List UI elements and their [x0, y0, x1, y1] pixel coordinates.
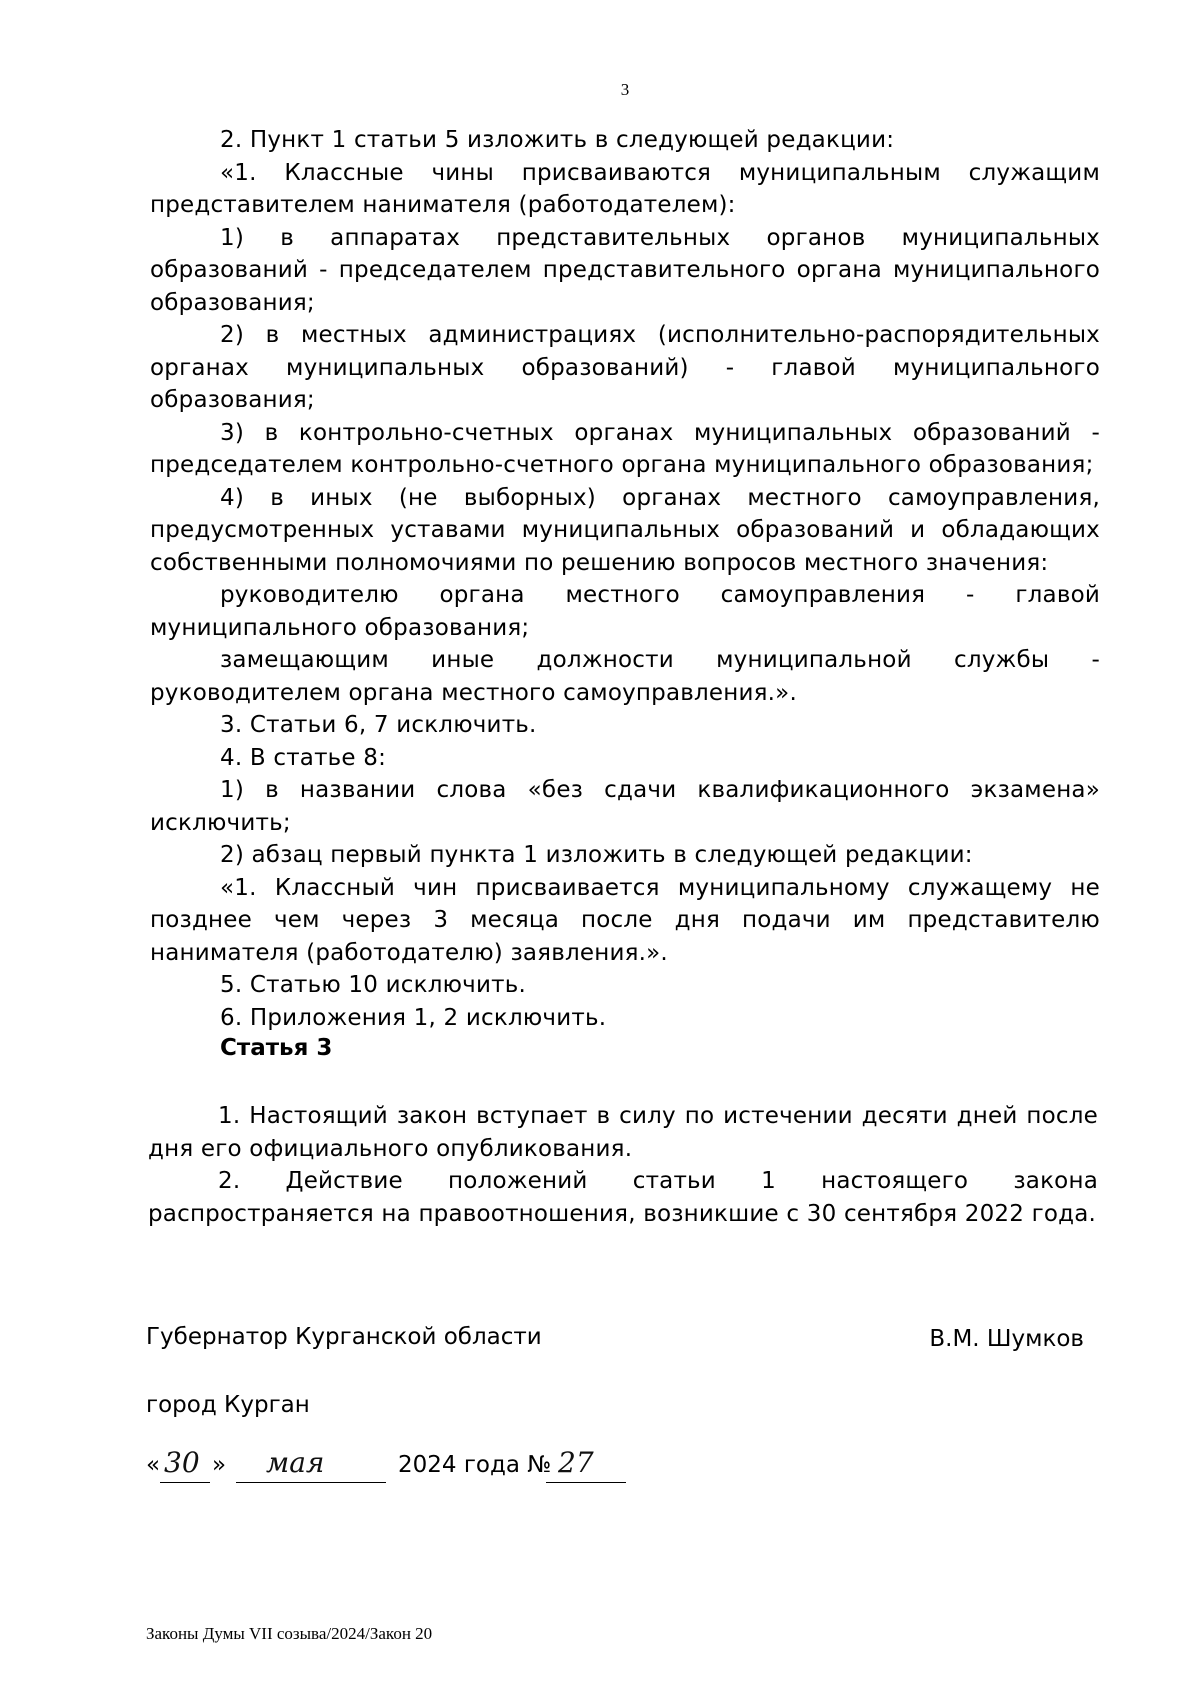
article-heading: Статья 3	[220, 1035, 333, 1061]
day-underline	[160, 1482, 210, 1483]
date-year-text: 2024 года №	[398, 1452, 552, 1478]
signatory-title: Губернатор Курганской области	[146, 1324, 542, 1350]
paragraph: 1) в аппаратах представительных органов муниципальных образований - председателем представительного органа муниципального образования;	[150, 224, 1100, 316]
date-line	[146, 1446, 846, 1492]
paragraph: руководителю органа местного самоуправления - главой муниципального образования;	[150, 582, 1100, 641]
paragraph: 2) абзац первый пункта 1 изложить в следующей редакции:	[220, 842, 973, 868]
paragraph: замещающим иные должности муниципальной службы - руководителем органа местного самоуправления.».	[150, 647, 1100, 706]
paragraph: «1. Классные чины присваиваются муниципальным служащим представителем нанимателя (работодателем):	[150, 159, 1100, 218]
paragraph: 5. Статью 10 исключить.	[220, 972, 526, 998]
paragraph: 2) в местных администрациях (исполнительно-распорядительных органах муниципальных образований) - главой муниципального образования;	[150, 322, 1100, 413]
paragraph: 6. Приложения 1, 2 исключить.	[220, 1004, 607, 1031]
date-month: мая	[266, 1446, 325, 1479]
date-close-quote: »	[212, 1452, 227, 1478]
paragraph: 4. В статье 8:	[220, 744, 387, 771]
paragraph: «1. Классный чин присваивается муниципальному служащему не позднее чем через 3 месяца после дня подачи им представителю нанимателя (работодателю) заявления.».	[150, 874, 1100, 966]
paragraph: 1) в названии слова «без сдачи квалификационного экзамена» исключить;	[150, 777, 1100, 836]
paragraph: 4) в иных (не выборных) органах местного самоуправления, предусмотренных уставами муниципальных образований и обладающих собственными полномочиями по решению вопросов местного значения:	[150, 484, 1100, 576]
paragraph: 1. Настоящий закон вступает в силу по истечении десяти дней после дня его официального опубликования.	[148, 1103, 1098, 1162]
amendments-text	[150, 124, 1100, 1034]
date-day: 30	[164, 1446, 200, 1479]
paragraph: 3. Статьи 6, 7 исключить.	[220, 712, 537, 738]
paragraph: 2. Действие положений статьи 1 настоящего закона распространяется на правоотношения, возникшие с 30 сентября 2022 года.	[148, 1168, 1098, 1227]
date-open-quote: «	[146, 1452, 161, 1478]
footer-reference: Законы Думы VII созыва/2024/Закон 20	[146, 1624, 433, 1643]
paragraph: 2. Пункт 1 статьи 5 изложить в следующей редакции:	[220, 127, 895, 153]
month-underline	[236, 1482, 386, 1483]
article-3-text	[148, 1100, 1098, 1230]
page-number: 3	[620, 80, 630, 99]
number-underline	[546, 1482, 626, 1483]
signatory-name: В.М. Шумков	[929, 1326, 1084, 1352]
city: город Курган	[146, 1392, 310, 1418]
paragraph: 3) в контрольно-счетных органах муниципальных образований - председателем контрольно-счетного органа муниципального образования;	[150, 419, 1100, 478]
law-number: 27	[558, 1446, 594, 1479]
